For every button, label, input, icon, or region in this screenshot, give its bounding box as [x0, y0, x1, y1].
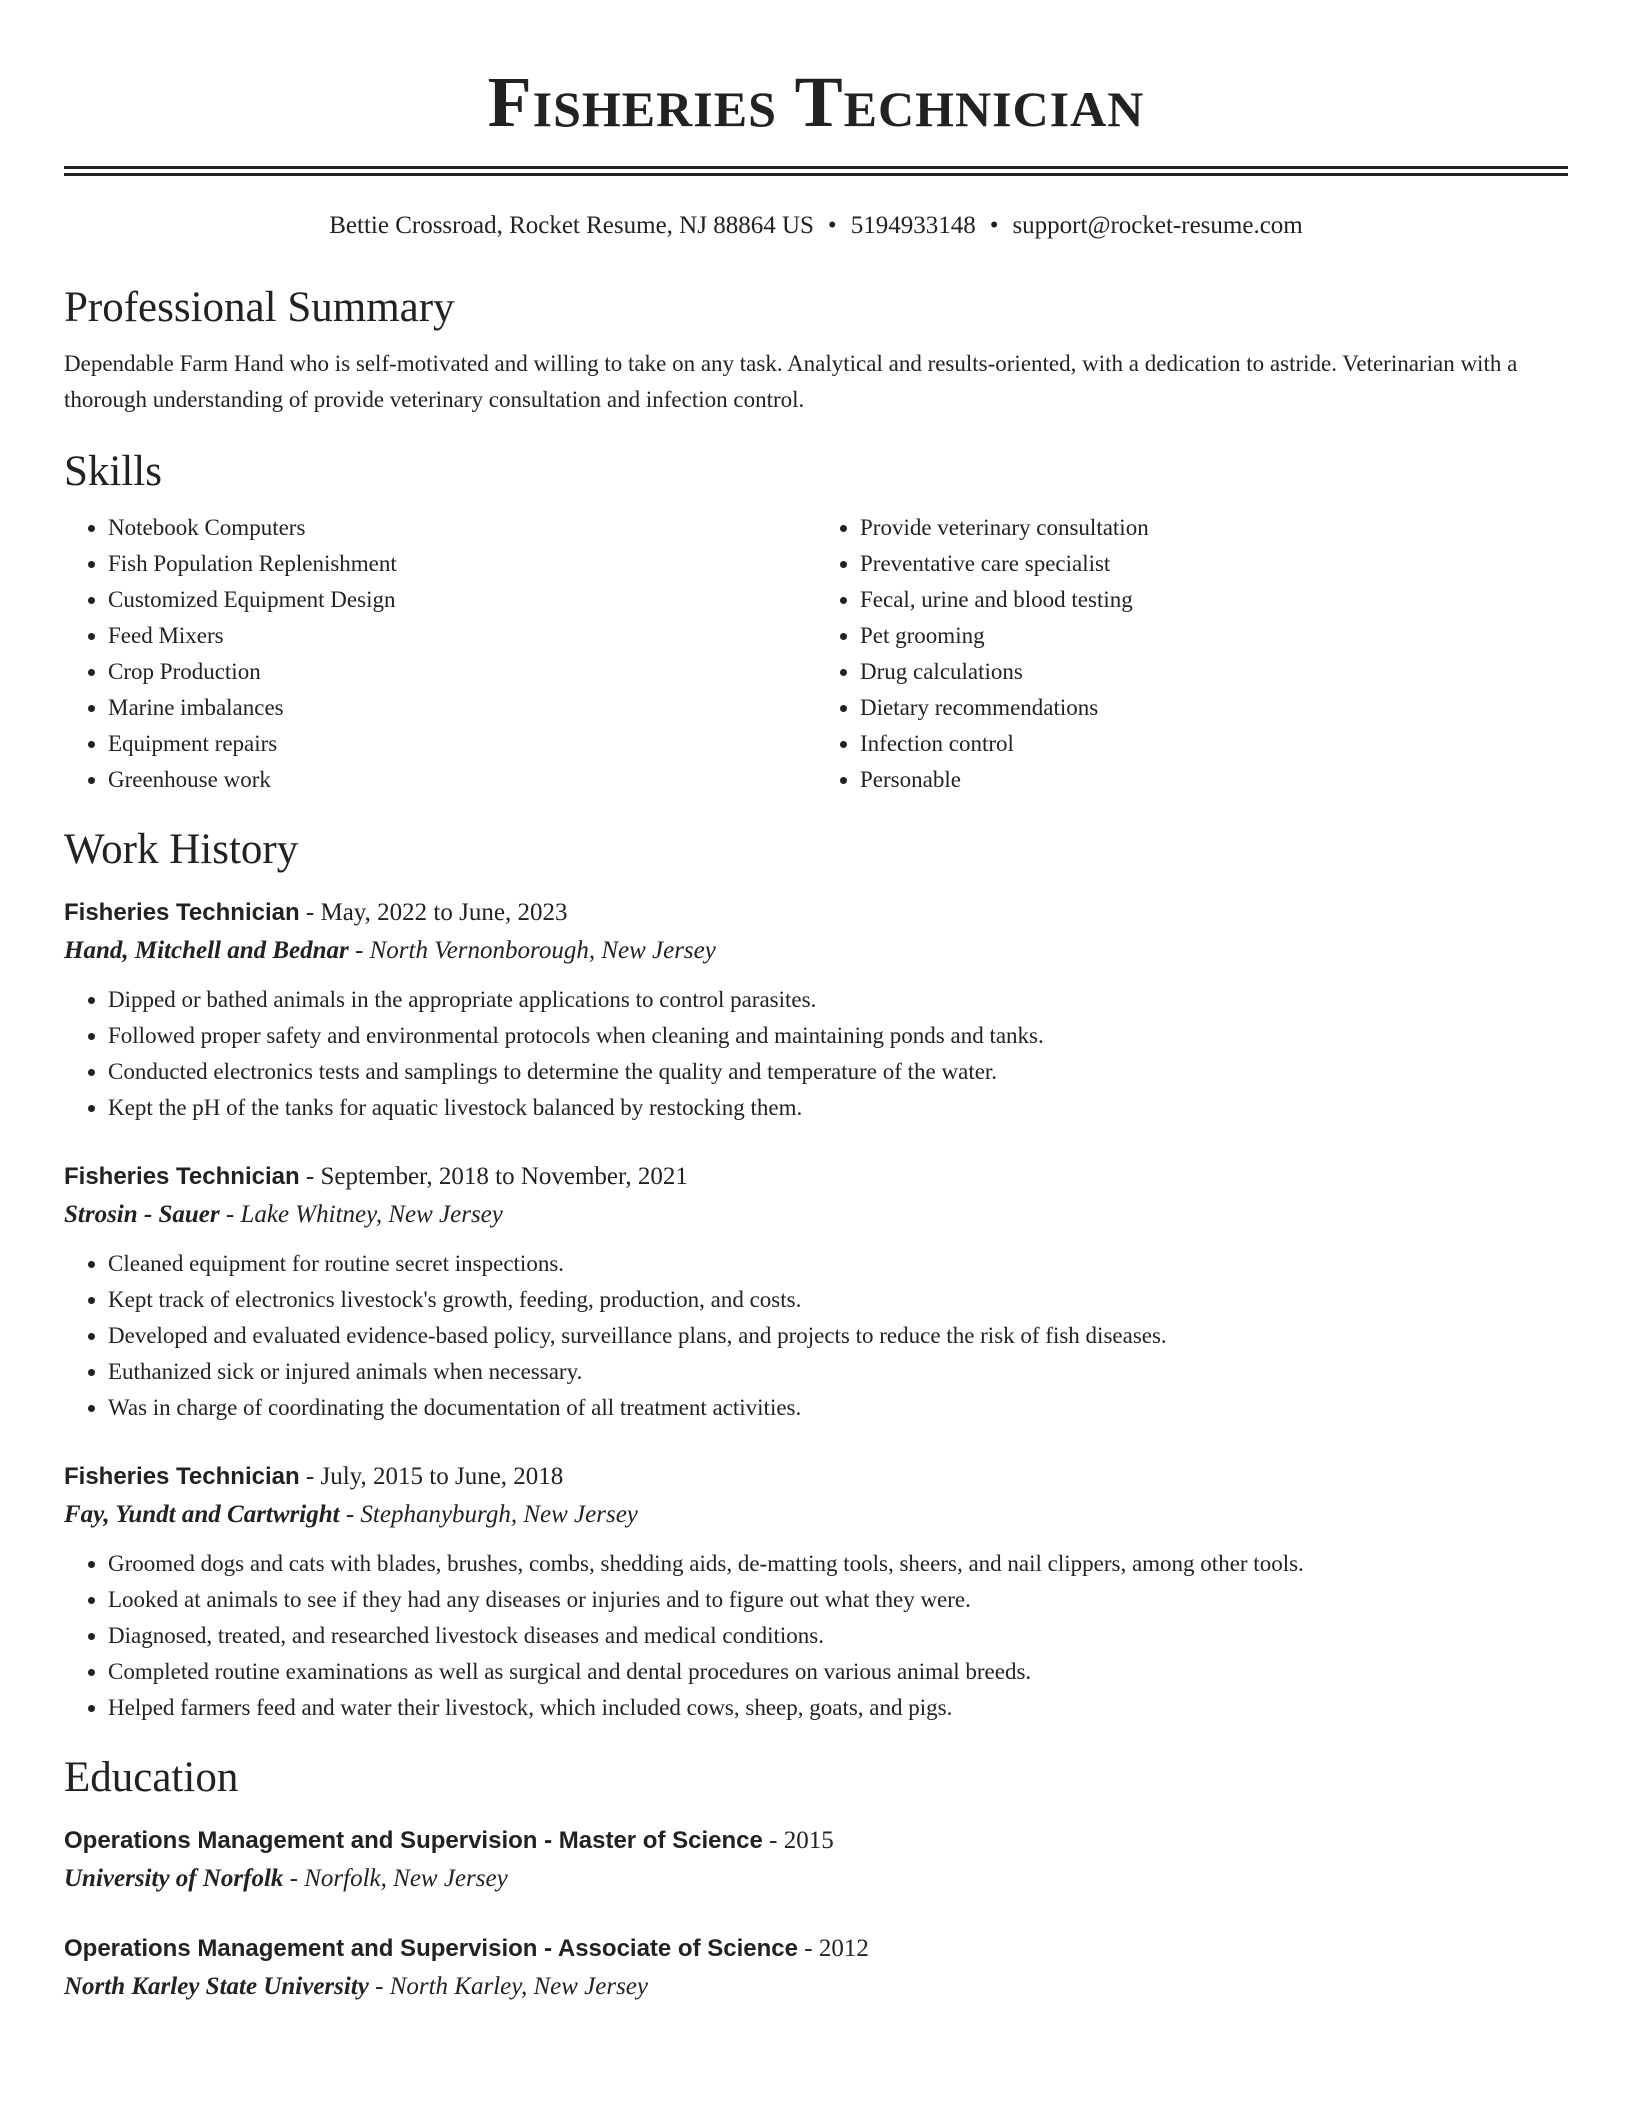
contact-phone: 5194933148: [850, 212, 976, 239]
education-school-line: North Karley State University - North Karley, New Jersey: [64, 1973, 648, 2000]
job-entry: [64, 1458, 1568, 1726]
contact-separator: •: [827, 212, 837, 239]
job-bullet: • Diagnosed, treated, and researched livestock diseases and medical conditions.: [108, 1618, 1568, 1654]
job-bullet: • Developed and evaluated evidence-based policy, surveillance plans, and projects to reduce the risk of fish diseases.: [108, 1318, 1568, 1354]
job-title: Fisheries Technician: [64, 899, 300, 926]
job-title: Fisheries Technician: [64, 1163, 300, 1190]
education-heading: Education: [64, 1754, 239, 1801]
education-school: North Karley State University: [64, 1973, 369, 2000]
education-degree: Master of Science: [558, 1827, 763, 1854]
work-history-heading: Work History: [64, 826, 299, 873]
skills-columns: [64, 510, 1568, 798]
job-bullets: [64, 1546, 1568, 1726]
education-year: 2012: [818, 1935, 869, 1962]
job-bullet: • Cleaned equipment for routine secret inspections.: [108, 1246, 1568, 1282]
education-entry: [64, 1822, 1568, 1898]
job-bullet: • Looked at animals to see if they had any diseases or injuries and to figure out what they were.: [108, 1582, 1568, 1618]
job-dates: May, 2022 to June, 2023: [320, 899, 568, 926]
job-title: Fisheries Technician: [64, 1463, 300, 1490]
job-dates: September, 2018 to November, 2021: [320, 1163, 688, 1190]
summary-heading: Professional Summary: [64, 284, 455, 331]
skills-heading: Skills: [64, 448, 162, 495]
job-dates: July, 2015 to June, 2018: [320, 1463, 564, 1490]
skill-item: • Greenhouse work: [108, 762, 816, 798]
job-title-line: Fisheries Technician - July, 2015 to June, 2018: [64, 1463, 564, 1490]
skill-item: • Crop Production: [108, 654, 816, 690]
education-field: Operations Management and Supervision: [64, 1935, 538, 1962]
job-bullet: • Conducted electronics tests and samplings to determine the quality and temperature of the water.: [108, 1054, 1568, 1090]
job-company-line: Hand, Mitchell and Bednar - North Vernonborough, New Jersey: [64, 937, 716, 964]
education-school: University of Norfolk: [64, 1865, 284, 1892]
skill-item: • Fish Population Replenishment: [108, 546, 816, 582]
job-bullet: • Kept track of electronics livestock's growth, feeding, production, and costs.: [108, 1282, 1568, 1318]
job-title-line: Fisheries Technician - September, 2018 to November, 2021: [64, 1163, 688, 1190]
skill-item: • Customized Equipment Design: [108, 582, 816, 618]
skill-item: • Dietary recommendations: [860, 690, 1568, 726]
job-bullet: • Kept the pH of the tanks for aquatic livestock balanced by restocking them.: [108, 1090, 1568, 1126]
title-double-rule: [64, 166, 1568, 176]
education-degree: Associate of Science: [557, 1935, 798, 1962]
job-bullet: • Groomed dogs and cats with blades, brushes, combs, shedding aids, de-matting tools, sheers, and nail clippers, among other tools.: [108, 1546, 1568, 1582]
skill-item: • Infection control: [860, 726, 1568, 762]
skills-left-list: [64, 510, 816, 798]
contact-address: Bettie Crossroad, Rocket Resume, NJ 88864 US: [329, 212, 814, 239]
skill-item: • Pet grooming: [860, 618, 1568, 654]
skill-item: • Feed Mixers: [108, 618, 816, 654]
job-bullet: • Dipped or bathed animals in the appropriate applications to control parasites.: [108, 982, 1568, 1018]
skill-item: • Preventative care specialist: [860, 546, 1568, 582]
skill-item: • Marine imbalances: [108, 690, 816, 726]
education-location: Norfolk, New Jersey: [304, 1865, 508, 1892]
resume-page: [64, 0, 1568, 2006]
skill-item: • Drug calculations: [860, 654, 1568, 690]
job-bullets: [64, 982, 1568, 1126]
job-entry: [64, 1158, 1568, 1426]
job-bullet: • Euthanized sick or injured animals when necessary.: [108, 1354, 1568, 1390]
education-title-line: Operations Management and Supervision - Associate of Science - 2012: [64, 1935, 869, 1962]
contact-line: [64, 210, 1568, 242]
job-bullet: • Followed proper safety and environmental protocols when cleaning and maintaining ponds and tanks.: [108, 1018, 1568, 1054]
job-company-line: Strosin - Sauer - Lake Whitney, New Jersey: [64, 1201, 503, 1228]
skills-right-list: [816, 510, 1568, 798]
education-title-line: Operations Management and Supervision - Master of Science - 2015: [64, 1827, 834, 1854]
skill-item: • Personable: [860, 762, 1568, 798]
skill-item: • Provide veterinary consultation: [860, 510, 1568, 546]
skill-item: • Fecal, urine and blood testing: [860, 582, 1568, 618]
education-location: North Karley, New Jersey: [389, 1973, 648, 2000]
education-school-line: University of Norfolk - Norfolk, New Jersey: [64, 1865, 508, 1892]
contact-email: support@rocket-resume.com: [1012, 212, 1303, 239]
contact-separator: •: [989, 212, 999, 239]
job-company: Hand, Mitchell and Bednar: [64, 937, 349, 964]
skill-item: • Notebook Computers: [108, 510, 816, 546]
resume-title: Fisheries Technician: [487, 62, 1145, 142]
job-title-line: Fisheries Technician - May, 2022 to June, 2023: [64, 899, 568, 926]
job-bullet: • Helped farmers feed and water their livestock, which included cows, sheep, goats, and pigs.: [108, 1690, 1568, 1726]
job-company-line: Fay, Yundt and Cartwright - Stephanyburgh, New Jersey: [64, 1501, 638, 1528]
job-bullet: • Completed routine examinations as well as surgical and dental procedures on various animal breeds.: [108, 1654, 1568, 1690]
job-location: North Vernonborough, New Jersey: [369, 937, 716, 964]
skill-item: • Equipment repairs: [108, 726, 816, 762]
job-entry: [64, 894, 1568, 1126]
summary-text: Dependable Farm Hand who is self-motivated and willing to take on any task. Analytical and results-oriented, with a dedication to astride. Veterinarian with a thorough understanding of provide veterinary consultation and infection control.: [64, 351, 1518, 412]
education-entry: [64, 1930, 1568, 2006]
education-field: Operations Management and Supervision: [64, 1827, 538, 1854]
job-company: Strosin - Sauer: [64, 1201, 220, 1228]
job-bullet: • Was in charge of coordinating the documentation of all treatment activities.: [108, 1390, 1568, 1426]
job-company: Fay, Yundt and Cartwright: [64, 1501, 340, 1528]
job-location: Stephanyburgh, New Jersey: [360, 1501, 638, 1528]
job-bullets: [64, 1246, 1568, 1426]
education-year: 2015: [783, 1827, 834, 1854]
job-location: Lake Whitney, New Jersey: [240, 1201, 503, 1228]
